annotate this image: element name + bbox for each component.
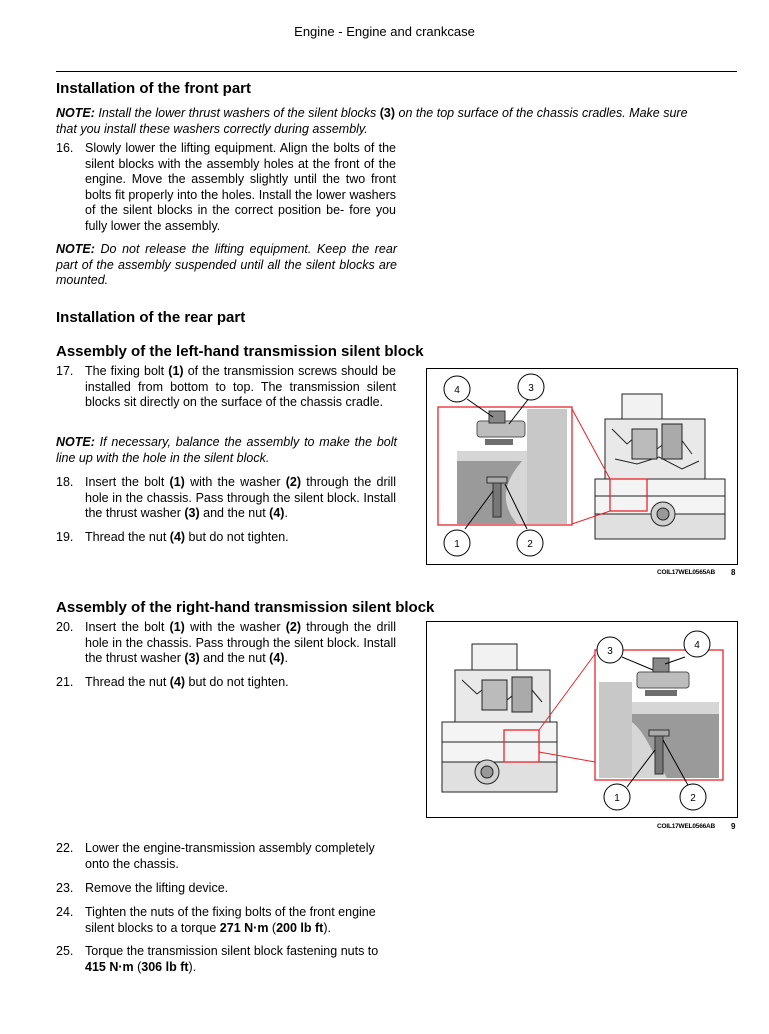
step-number: 21.: [56, 675, 74, 689]
step-number: 20.: [56, 620, 74, 634]
step-text: The fixing bolt (1) of the transmission screws should be installed from bottom to top. The transmission silent blocks sit directly on the surface of the chassis cradle.: [85, 364, 396, 409]
callout-label: 3: [607, 646, 613, 657]
step-text: Tighten the nuts of the fixing bolts of the front engine silent blocks to a torque 271 N·m (200 lb ft).: [85, 905, 376, 935]
step-text: Thread the nut (4) but do not tighten.: [85, 675, 289, 689]
step-16: [56, 141, 396, 236]
callout-label: 1: [454, 539, 460, 550]
note-label: NOTE:: [56, 435, 95, 449]
step-22: [56, 841, 396, 873]
figure-9-illustration: [427, 622, 737, 817]
note-text: If necessary, balance the assembly to make the bolt line up with the hole in the silent block.: [56, 435, 397, 465]
engine-drawing: [442, 644, 557, 792]
note-text: Do not release the lifting equipment. Keep the rear part of the assembly suspended until all the silent blocks are mounted.: [56, 242, 397, 287]
figure-number: 9: [731, 822, 736, 831]
step-number: 24.: [56, 905, 74, 919]
note-front-2: [56, 242, 397, 289]
step-21: [56, 675, 396, 691]
step-text: Slowly lower the lifting equipment. Align the bolts of the silent blocks with the assembly holes at the front of the engine. Move the assembly slightly until the two front bolts fit properly into the holes. Install the lower washers of the silent blocks in the correct position be- fore you fully lower the assembly.: [85, 141, 396, 233]
note-left: [56, 435, 397, 466]
callout-label: 3: [528, 383, 534, 394]
callout-label: 2: [690, 793, 696, 804]
figure-code: COIL17WEL0566AB: [657, 823, 716, 830]
callout-label: 4: [454, 385, 460, 396]
step-text: Remove the lifting device.: [85, 881, 229, 895]
figure-number: 8: [731, 568, 736, 577]
step-number: 23.: [56, 881, 74, 895]
step-text: Insert the bolt (1) with the washer (2) through the drill hole in the chassis. Pass through the silent block. Install the thrust washer (3) and the nut (4).: [85, 475, 396, 520]
callout-label: 4: [694, 640, 700, 651]
step-number: 22.: [56, 841, 74, 855]
figure-8-illustration: [427, 369, 737, 564]
note-label: NOTE:: [56, 242, 95, 256]
engine-drawing: [595, 394, 725, 539]
note-ref: (3): [379, 106, 396, 120]
step-24: [56, 905, 396, 937]
figure-8: [426, 368, 738, 565]
step-text: Lower the engine-transmission assembly completely onto the chassis.: [85, 841, 375, 871]
note-text: Install the lower thrust washers of the silent blocks: [94, 106, 380, 120]
step-25: [56, 944, 396, 976]
step-text: Thread the nut (4) but do not tighten.: [85, 530, 289, 544]
step-number: 16.: [56, 141, 74, 155]
page-header: Engine - Engine and crankcase: [294, 24, 475, 39]
step-text: Insert the bolt (1) with the washer (2) through the drill hole in the chassis. Pass through the silent block. Install the thrust washer (3) and the nut (4).: [85, 620, 396, 665]
step-18: [56, 475, 396, 523]
highlight-link: [572, 409, 610, 479]
step-number: 18.: [56, 475, 74, 489]
callout-label: 2: [527, 539, 533, 550]
note-text: that you install these washers correctly during assembly.: [56, 121, 368, 136]
step-23: [56, 881, 396, 897]
step-number: 25.: [56, 944, 74, 958]
step-20: [56, 620, 396, 668]
step-number: 17.: [56, 364, 74, 378]
section-heading-right: Assembly of the right-hand transmission silent block: [56, 599, 435, 616]
note-label: NOTE:: [56, 106, 95, 120]
section-heading-left: Assembly of the left-hand transmission silent block: [56, 343, 424, 360]
step-17: [56, 364, 396, 426]
header-rule: [56, 71, 737, 72]
step-text: Torque the transmission silent block fastening nuts to 415 N·m (306 lb ft).: [85, 944, 379, 974]
note-text: on the top surface of the chassis cradles. Make sure: [395, 106, 688, 120]
section-heading-rear: Installation of the rear part: [56, 309, 246, 326]
note-front: [56, 106, 738, 137]
figure-code: COIL17WEL0565AB: [657, 569, 716, 576]
step-19: [56, 530, 396, 546]
section-heading-front: Installation of the front part: [56, 80, 251, 97]
step-number: 19.: [56, 530, 74, 544]
callout-label: 1: [614, 793, 620, 804]
figure-9: [426, 621, 738, 818]
